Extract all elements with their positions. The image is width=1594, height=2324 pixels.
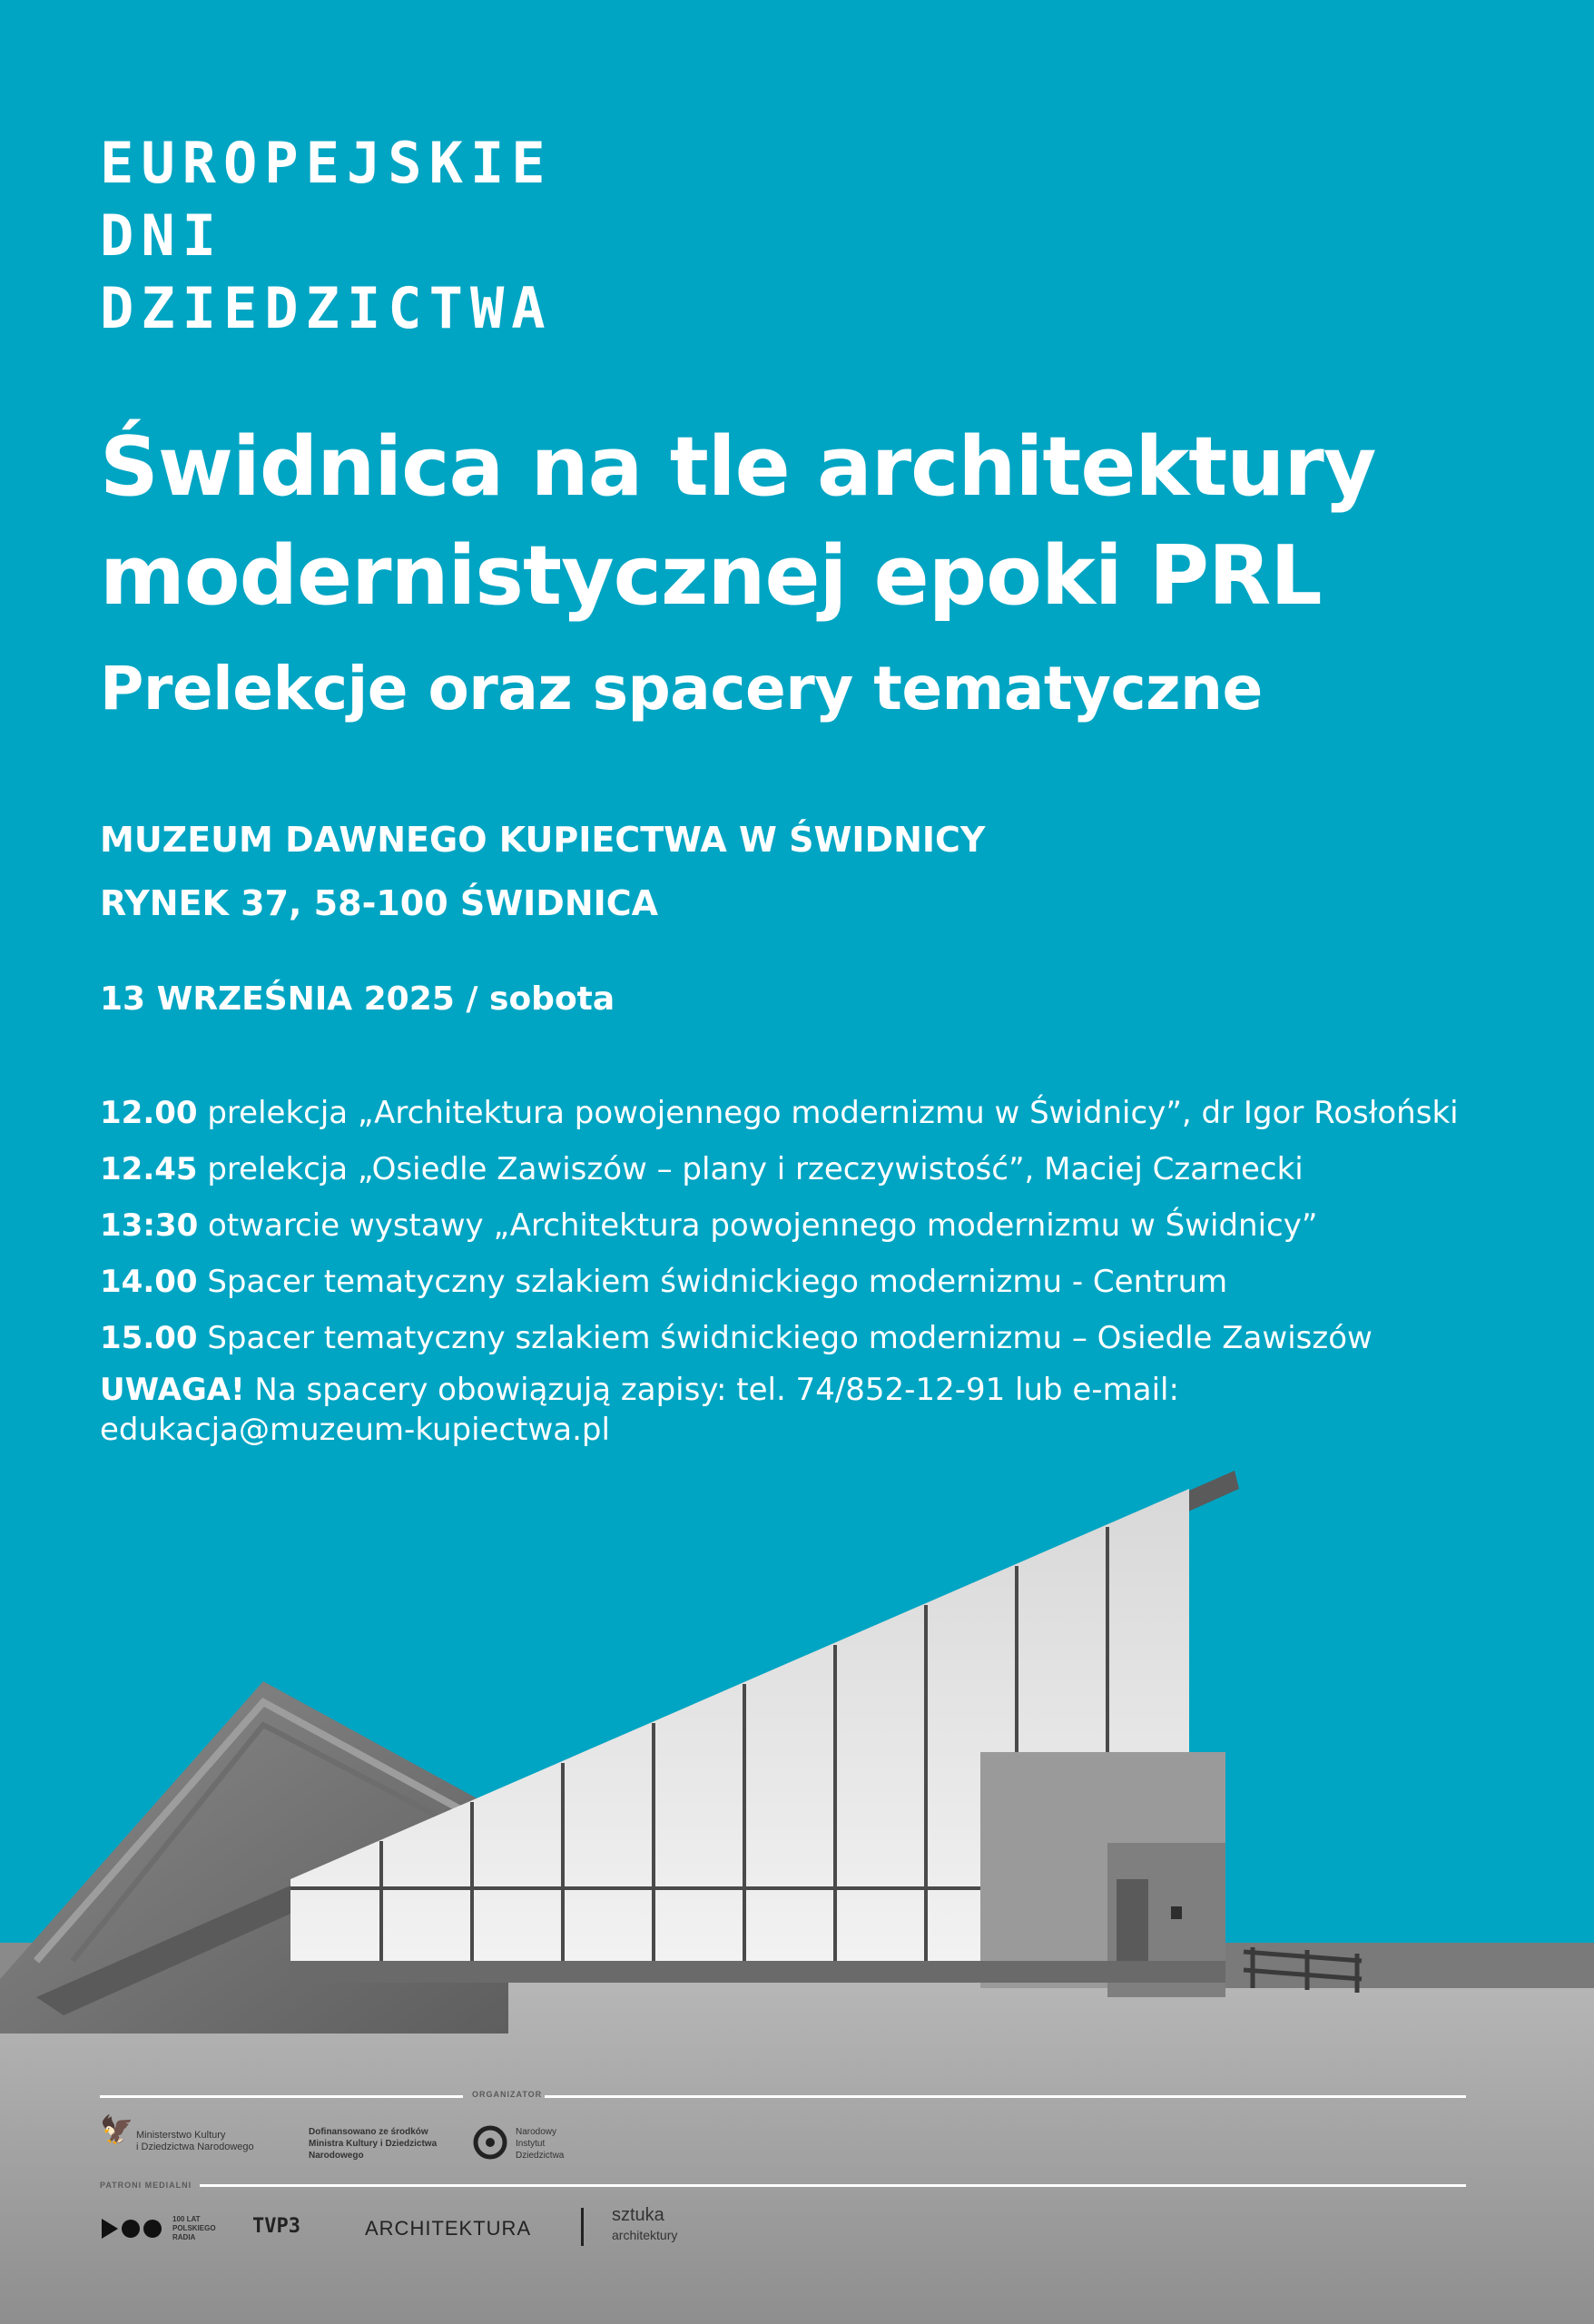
schedule-text: prelekcja „Osiedle Zawiszów – plany i rzeczywistość”, Maciej Czarnecki xyxy=(197,1151,1304,1187)
radio-line-1: 100 LAT xyxy=(172,2215,201,2223)
schedule-item xyxy=(100,1141,1570,1197)
logo-line-1: EUROPEJSKIE xyxy=(100,130,553,196)
schedule-time: 14.00 xyxy=(100,1264,198,1300)
sponsors-footer xyxy=(0,2079,1594,2324)
schedule-text: otwarcie wystawy „Architektura powojennego modernizmu w Świdnicy” xyxy=(198,1207,1318,1244)
sztuka-line-1: sztuka xyxy=(612,2205,664,2225)
title-line-2: modernistycznej epoki PRL xyxy=(100,528,1322,624)
organizer-rule-right xyxy=(545,2095,1466,2098)
signup-notice xyxy=(100,1370,1570,1450)
schedule-text: Spacer tematyczny szlakiem świdnickiego modernizmu – Osiedle Zawiszów xyxy=(197,1320,1373,1356)
logo-line-2: DNI xyxy=(100,202,223,269)
organizer-label: ORGANIZATOR xyxy=(472,2090,543,2099)
schedule-time: 12.45 xyxy=(100,1151,198,1187)
radio-line-3: RADIA xyxy=(172,2233,196,2241)
ministry-line-1: Ministerstwo Kultury xyxy=(136,2130,226,2141)
radio-icon xyxy=(100,2215,165,2242)
schedule-item xyxy=(100,1085,1570,1141)
schedule-time: 15.00 xyxy=(100,1320,198,1356)
poster-title xyxy=(100,413,1570,631)
venue-name: MUZEUM DAWNEGO KUPIECTWA W ŚWIDNICY xyxy=(100,820,986,860)
notice-label: UWAGA! xyxy=(100,1372,245,1408)
nid-line-1: Narodowy xyxy=(516,2127,557,2137)
schedule-text: Spacer tematyczny szlakiem świdnickiego modernizmu - Centrum xyxy=(197,1264,1228,1300)
funding-line-1: Dofinansowano ze środków xyxy=(309,2127,428,2137)
ministry-line-2: i Dziedzictwa Narodowego xyxy=(136,2142,254,2152)
venue-address: RYNEK 37, 58-100 ŚWIDNICA xyxy=(100,883,659,923)
funding-note xyxy=(309,2126,437,2162)
schedule-list xyxy=(100,1085,1570,1450)
event-date: 13 WRZEŚNIA 2025 / sobota xyxy=(100,980,615,1018)
nid-icon xyxy=(472,2124,508,2161)
poster-subtitle: Prelekcje oraz spacery tematyczne xyxy=(100,654,1263,724)
logo-line-3: DZIEDZICTWA xyxy=(100,275,553,341)
sztuka-line-2: architektury xyxy=(612,2228,678,2242)
notice-text: Na spacery obowiązują zapisy: tel. 74/852-12-91 lub e-mail: xyxy=(244,1372,1179,1408)
nid-line-2: Instytut xyxy=(516,2139,546,2149)
contact-email[interactable]: edukacja@muzeum-kupiectwa.pl xyxy=(100,1412,610,1448)
media-rule xyxy=(200,2184,1466,2187)
title-line-1: Świdnica na tle architektury xyxy=(100,419,1376,515)
venue-block xyxy=(100,808,985,935)
schedule-time: 13:30 xyxy=(100,1207,199,1244)
media-label: PATRONI MEDIALNI xyxy=(100,2181,192,2190)
funding-line-2: Ministra Kultury i Dziedzictwa xyxy=(309,2139,438,2149)
schedule-item xyxy=(100,1310,1570,1366)
schedule-time: 12.00 xyxy=(100,1095,198,1131)
schedule-item xyxy=(100,1254,1570,1310)
radio-line-2: POLSKIEGO xyxy=(172,2224,216,2232)
event-logo xyxy=(100,127,553,345)
schedule-item xyxy=(100,1197,1570,1254)
eagle-icon: 🦅 xyxy=(100,2115,134,2145)
tvp3-logo: TVP3 xyxy=(252,2215,300,2238)
sztuka-mark-icon xyxy=(581,2208,607,2246)
funding-line-3: Narodowego xyxy=(309,2151,364,2161)
architektura-logo: ARCHITEKTURA xyxy=(365,2217,532,2240)
organizer-rule-left xyxy=(100,2095,463,2098)
nid-line-3: Dziedzictwa xyxy=(516,2151,565,2161)
schedule-text: prelekcja „Architektura powojennego modernizmu w Świdnicy”, dr Igor Rosłoński xyxy=(197,1095,1459,1131)
